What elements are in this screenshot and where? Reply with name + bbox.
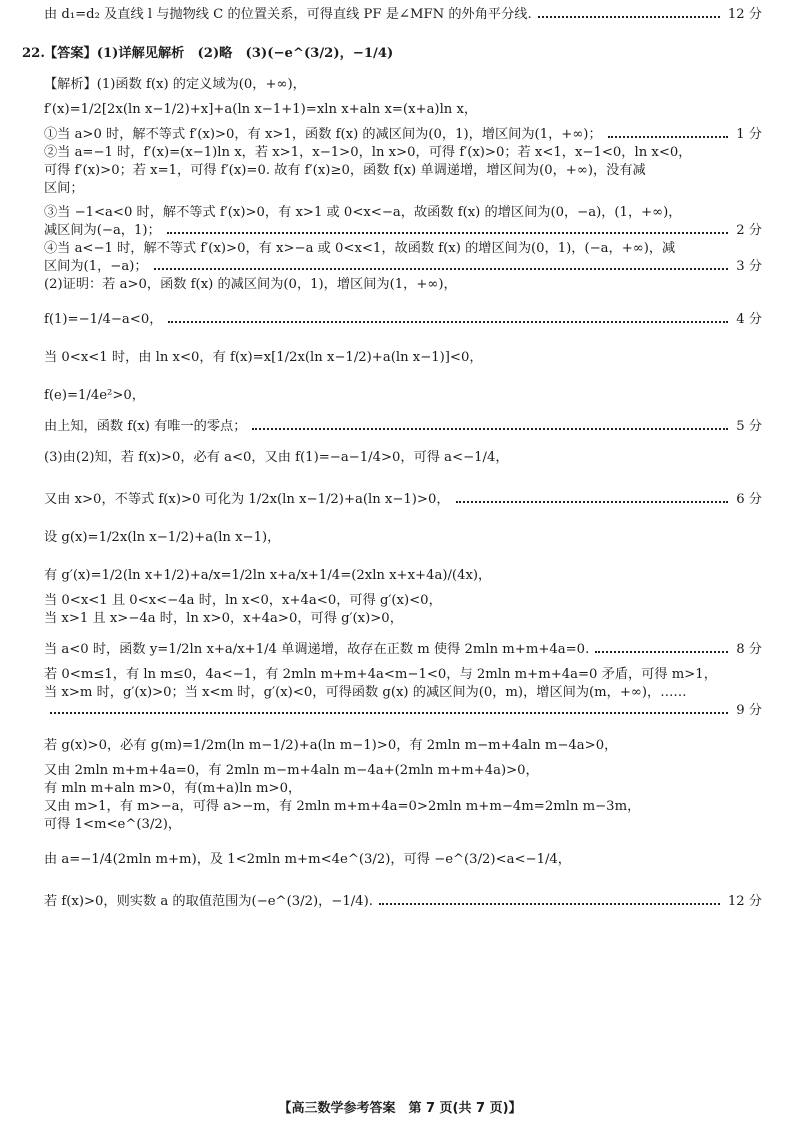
text-line xyxy=(44,780,762,798)
score-mark: 2 分 xyxy=(736,223,762,238)
score-mark: 9 分 xyxy=(736,703,762,718)
line-text: ②当 a=−1 时，f′(x)=(x−1)ln x，若 x>1，x−1>0，ln x>0，可得 f′(x)>0；若 x<1，x−1<0，ln x<0， xyxy=(44,145,692,160)
text-line xyxy=(44,144,762,162)
formula-line xyxy=(44,730,762,762)
text-line xyxy=(44,702,762,720)
text-line xyxy=(44,222,762,240)
dot-leader xyxy=(252,428,728,430)
score-mark: 3 分 xyxy=(736,259,762,274)
score-mark: 8 分 xyxy=(736,642,762,657)
line-text: 区间为(1，−a)； xyxy=(44,259,148,274)
text-line xyxy=(44,76,762,94)
line-text: 可得 1<m<e^(3/2)， xyxy=(44,817,182,832)
line-text: 若 f(x)>0，则实数 a 的取值范围为(−e^(3/2)，−1/4). xyxy=(44,894,373,909)
score-mark: 1 分 xyxy=(736,127,762,142)
line-text: 当 x>1 且 x>−4a 时，ln x>0，x+4a>0，可得 g′(x)>0， xyxy=(44,611,403,626)
line-text: 若 0<m≤1，有 ln m≤0，4a<−1，有 2mln m+m+4a<m−1<0，与 2mln m+m+4a=0 矛盾，可得 m>1， xyxy=(44,667,717,682)
formula-line xyxy=(44,560,762,592)
formula-line xyxy=(44,844,762,876)
question-number: 22. xyxy=(22,46,45,61)
dot-leader xyxy=(168,321,728,323)
formula-line xyxy=(44,484,762,516)
text-line xyxy=(44,276,762,294)
line-text: f(1)=−1/4−a<0， xyxy=(44,312,163,327)
answer-summary: 【答案】(1)详解见解析 (2)略 (3)(−e^(3/2)，−1/4) xyxy=(44,46,394,61)
score-mark: 12 分 xyxy=(727,894,762,909)
formula-line xyxy=(44,304,762,336)
text-line xyxy=(44,798,762,816)
line-text: 有 mln m+aln m>0，有(m+a)ln m>0， xyxy=(44,781,302,796)
formula-line xyxy=(44,886,762,918)
line-text: 可得 f′(x)>0；若 x=1，可得 f′(x)=0. 故有 f′(x)≥0，函数 f(x) 单调递增，增区间为(0，+∞)，没有减 xyxy=(44,163,646,178)
line-text: 由上知，函数 f(x) 有唯一的零点； xyxy=(44,419,247,434)
score-mark: 5 分 xyxy=(736,419,762,434)
line-text: 有 g′(x)=1/2(ln x+1/2)+a/x=1/2ln x+a/x+1/4=(2xln x+x+4a)/(4x)， xyxy=(44,568,492,583)
formula-line xyxy=(44,522,762,554)
formula-line xyxy=(44,380,762,412)
line-text: ④当 a<−1 时，解不等式 f′(x)>0，有 x>−a 或 0<x<1，故函数 f(x) 的增区间为(0，1)，(−a，+∞)，减 xyxy=(44,241,676,256)
line-text: 区间； xyxy=(44,181,84,196)
line-text: 若 g(x)>0，必有 g(m)=1/2m(ln m−1/2)+a(ln m−1)>0，有 2mln m−m+4aln m−4a>0， xyxy=(44,738,618,753)
line-text: ①当 a>0 时，解不等式 f′(x)>0，有 x>1，函数 f(x) 的减区间为(0，1)，增区间为(1，+∞)； xyxy=(44,127,602,142)
score-mark: 6 分 xyxy=(736,492,762,507)
dot-leader xyxy=(456,501,729,503)
line-text: f(e)=1/4e²>0， xyxy=(44,388,145,403)
question-header xyxy=(22,38,762,70)
formula-line xyxy=(44,634,762,666)
line-text: 又由 m>1，有 m>−a，可得 a>−m，有 2mln m+m+4a=0>2mln m+m−4m=2mln m−3m， xyxy=(44,799,641,814)
formula-line xyxy=(44,342,762,374)
line-text: 当 x>m 时，g′(x)>0；当 x<m 时，g′(x)<0，可得函数 g(x) 的减区间为(0，m)，增区间为(m，+∞)，…… xyxy=(44,685,687,700)
line-text: 减区间为(−a，1)； xyxy=(44,223,161,238)
line-text: f′(x)=1/2[2x(ln x−1/2)+x]+a(ln x−1+1)=xln x+aln x=(x+a)ln x， xyxy=(44,102,478,117)
formula-line xyxy=(44,94,762,126)
line-text: ③当 −1<a<0 时，解不等式 f′(x)>0，有 x>1 或 0<x<−a，故函数 f(x) 的增区间为(0，−a)，(1，+∞)， xyxy=(44,205,682,220)
text-line xyxy=(44,162,762,180)
line-text: (2)证明：若 a>0，函数 f(x) 的减区间为(0，1)，增区间为(1，+∞)， xyxy=(44,277,457,292)
line-text: 又由 x>0，不等式 f(x)>0 可化为 1/2x(ln x−1/2)+a(ln x−1)>0， xyxy=(44,492,450,507)
page-footer: 【高三数学参考答案 第 7 页(共 7 页)】 xyxy=(278,1101,522,1116)
text-line xyxy=(44,610,762,628)
dot-leader xyxy=(608,136,729,138)
score-mark: 4 分 xyxy=(736,312,762,327)
line-text: (3)由(2)知，若 f(x)>0，必有 a<0，又由 f(1)=−a−1/4>0，可得 a<−1/4， xyxy=(44,450,509,465)
dot-leader xyxy=(538,16,720,18)
text-line xyxy=(44,126,762,144)
score-mark: 12 分 xyxy=(727,7,762,22)
text-line xyxy=(44,204,762,222)
line-text: 当 a<0 时，函数 y=1/2ln x+a/x+1/4 单调递增，故存在正数 m 使得 2mln m+m+4a=0. xyxy=(44,642,590,657)
text-line xyxy=(44,418,762,436)
line-text: 设 g(x)=1/2x(ln x−1/2)+a(ln x−1)， xyxy=(44,530,281,545)
line-text: 又由 2mln m+m+4a=0，有 2mln m−m+4aln m−4a+(2mln m+m+4a)>0， xyxy=(44,763,539,778)
dot-leader xyxy=(379,903,720,905)
line-text: 由 d₁=d₂ 及直线 l 与抛物线 C 的位置关系，可得直线 PF 是∠MFN 的外角平分线. xyxy=(44,7,532,22)
text-line xyxy=(44,240,762,258)
text-line xyxy=(44,6,762,24)
formula-line xyxy=(44,442,762,474)
dot-leader xyxy=(167,232,729,234)
line-text: 当 0<x<1 时，由 ln x<0，有 f(x)=x[1/2x(ln x−1/2)+a(ln x−1)]<0， xyxy=(44,350,483,365)
dot-leader xyxy=(50,712,728,714)
dot-leader xyxy=(154,268,729,270)
line-text: 当 0<x<1 且 0<x<−4a 时，ln x<0，x+4a<0，可得 g′(x)<0， xyxy=(44,593,442,608)
text-line xyxy=(44,684,762,702)
text-line xyxy=(44,180,762,198)
dot-leader xyxy=(595,651,728,653)
text-line xyxy=(44,258,762,276)
text-line xyxy=(44,816,762,834)
text-line xyxy=(44,666,762,684)
line-text: 由 a=−1/4(2mln m+m)，及 1<2mln m+m<4e^(3/2)，可得 −e^(3/2)<a<−1/4， xyxy=(44,852,571,867)
line-text: 【解析】(1)函数 f(x) 的定义域为(0，+∞)， xyxy=(44,77,306,92)
text-line xyxy=(44,762,762,780)
text-line xyxy=(44,592,762,610)
